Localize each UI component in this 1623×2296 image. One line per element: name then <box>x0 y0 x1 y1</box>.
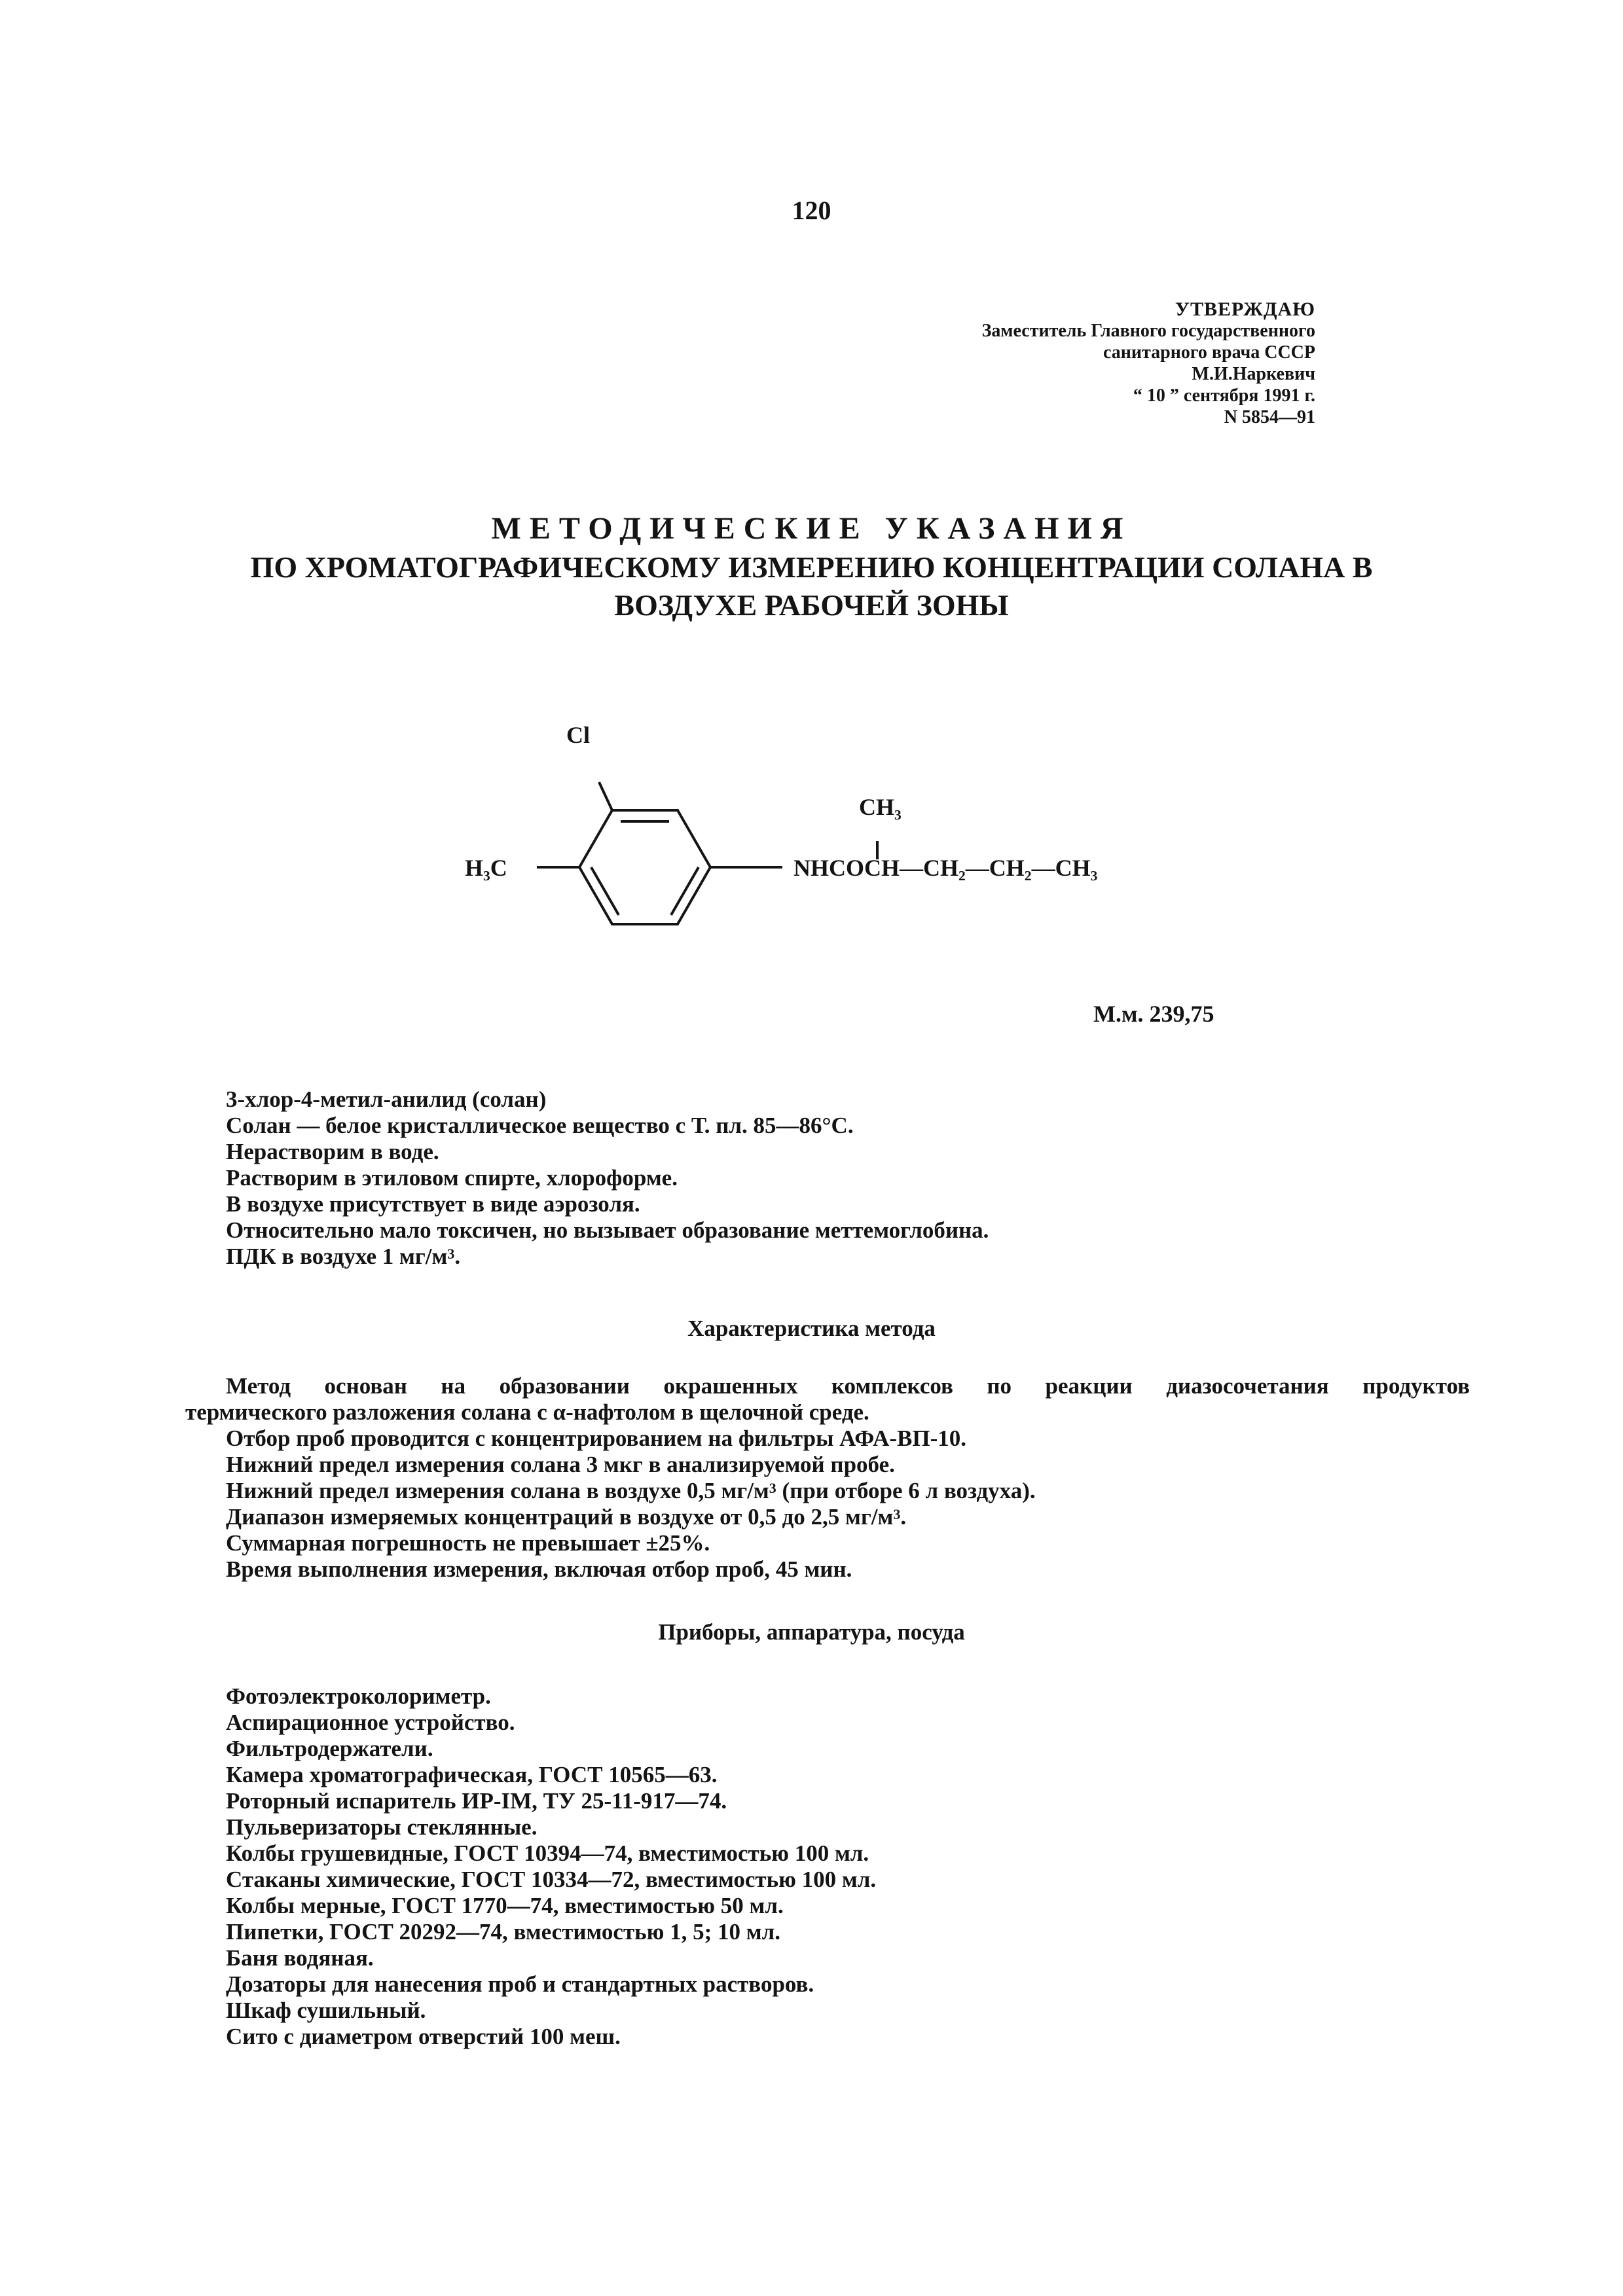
substance-name: 3-хлор-4-метил-анилид (солан) <box>226 1086 547 1112</box>
method-line-text: Диапазон измеряемых концентраций в воздухе от 0,5 до 2,5 мг/м <box>226 1504 894 1530</box>
method-line: Суммарная погрешность не превышает ±25%. <box>226 1530 710 1556</box>
equipment-item: Шкаф сушильный. <box>226 1998 426 2023</box>
equipment-item: Колбы мерные, ГОСТ 1770—74, вместимостью 50 мл. <box>226 1893 784 1918</box>
equipment-item: Баня водяная. <box>226 1945 374 1971</box>
equipment-item: Пипетки, ГОСТ 20292—74, вместимостью 1, 5; 10 мл. <box>226 1919 781 1945</box>
title-line-2: ПО ХРОМАТОГРАФИЧЕСКОМУ ИЗМЕРЕНИЮ КОНЦЕНТРАЦИИ СОЛАНА В <box>250 550 1373 584</box>
approval-stamp <box>982 298 1315 428</box>
method-heading: Характеристика метода <box>687 1316 936 1341</box>
benzene-ring <box>537 782 877 924</box>
title-line-3: ВОЗДУХЕ РАБОЧЕЙ ЗОНЫ <box>614 588 1009 622</box>
equipment-item: Роторный испаритель ИР-IМ, ТУ 25-11-917—74. <box>226 1788 727 1814</box>
approval-number: N 5854—91 <box>1224 407 1315 427</box>
approval-heading: УТВЕРЖДАЮ <box>1175 298 1315 320</box>
title-line-1: МЕТОДИЧЕСКИЕ УКАЗАНИЯ <box>491 511 1132 546</box>
equipment-item: Аспирационное устройство. <box>226 1710 515 1735</box>
equipment-item: Стаканы химические, ГОСТ 10334—72, вместимостью 100 мл. <box>226 1867 877 1892</box>
description-line: Нерастворим в воде. <box>226 1139 439 1164</box>
description-line: Растворим в этиловом спирте, хлороформе. <box>226 1165 678 1191</box>
approval-signer: М.И.Наркевич <box>1192 364 1315 384</box>
side-chain-label: NHCOCH—CH₂—CH₂—CH₃ <box>793 855 1098 881</box>
equipment-item: Фильтродержатели. <box>226 1736 433 1761</box>
method-line <box>226 1478 1470 1504</box>
method-line: Время выполнения измерения, включая отбор проб, 45 мин. <box>226 1556 852 1582</box>
pdk-suffix: . <box>454 1244 461 1269</box>
method-section <box>185 1373 1470 1583</box>
document-title <box>0 509 1623 624</box>
method-line: Нижний предел измерения солана 3 мкг в анализируемой пробе. <box>226 1452 895 1477</box>
pdk-superscript: 3 <box>447 1246 455 1262</box>
page-number: 120 <box>792 196 831 225</box>
substance-description <box>226 1086 989 1270</box>
equipment-list <box>226 1683 876 2050</box>
method-line-suffix: . <box>900 1504 907 1530</box>
chlorine-label: Cl <box>566 722 590 748</box>
description-line: Относительно мало токсичен, но вызывает образование меттемоглобина. <box>226 1217 989 1243</box>
method-paragraph-cont: термического разложения солана с α-нафтолом в щелочной среде. <box>185 1399 869 1425</box>
equipment-item: Пульверизаторы стеклянные. <box>226 1814 538 1840</box>
method-line: Отбор проб проводится с концентрированием на фильтры АФА-ВП-10. <box>226 1426 967 1451</box>
approval-date: “ 10 ” сентября 1991 г. <box>1133 386 1315 406</box>
pdk-line <box>226 1244 989 1270</box>
approval-position-line2: санитарного врача СССР <box>1103 342 1315 363</box>
approval-position-line1: Заместитель Главного государственного <box>981 321 1315 341</box>
structural-formula <box>452 710 1218 985</box>
method-line-suffix: (при отборе 6 л воздуха). <box>776 1478 1036 1503</box>
pdk-text: ПДК в воздухе 1 мг/м <box>226 1244 448 1269</box>
equipment-item: Камера хроматографическая, ГОСТ 10565—63. <box>226 1762 718 1787</box>
equipment-item: Дозаторы для нанесения проб и стандартных растворов. <box>226 1971 814 1997</box>
method-line <box>226 1504 1470 1530</box>
equipment-item: Колбы грушевидные, ГОСТ 10394—74, вместимостью 100 мл. <box>226 1840 869 1866</box>
method-superscript: 3 <box>893 1506 901 1522</box>
equipment-heading: Приборы, аппаратура, посуда <box>658 1619 965 1645</box>
method-line-text: Нижний предел измерения солана в воздухе 0,5 мг/м <box>226 1478 769 1503</box>
branch-methyl-label: CH₃ <box>859 794 902 820</box>
equipment-item: Сито с диаметром отверстий 100 меш. <box>226 2024 621 2049</box>
description-line: Солан — белое кристаллическое вещество с Т. пл. 85—86°С. <box>226 1113 854 1138</box>
equipment-item: Фотоэлектроколориметр. <box>226 1683 491 1709</box>
cl-bond <box>599 782 612 810</box>
method-paragraph-start: Метод основан на образовании окрашенных комплексов по реакции диазосочетания продуктов <box>226 1373 1470 1399</box>
description-line: В воздухе присутствует в виде аэрозоля. <box>226 1191 640 1217</box>
method-superscript: 3 <box>769 1480 776 1496</box>
ring-methyl-label: H₃C <box>465 855 507 881</box>
molecular-mass: М.м. 239,75 <box>1093 1001 1214 1027</box>
